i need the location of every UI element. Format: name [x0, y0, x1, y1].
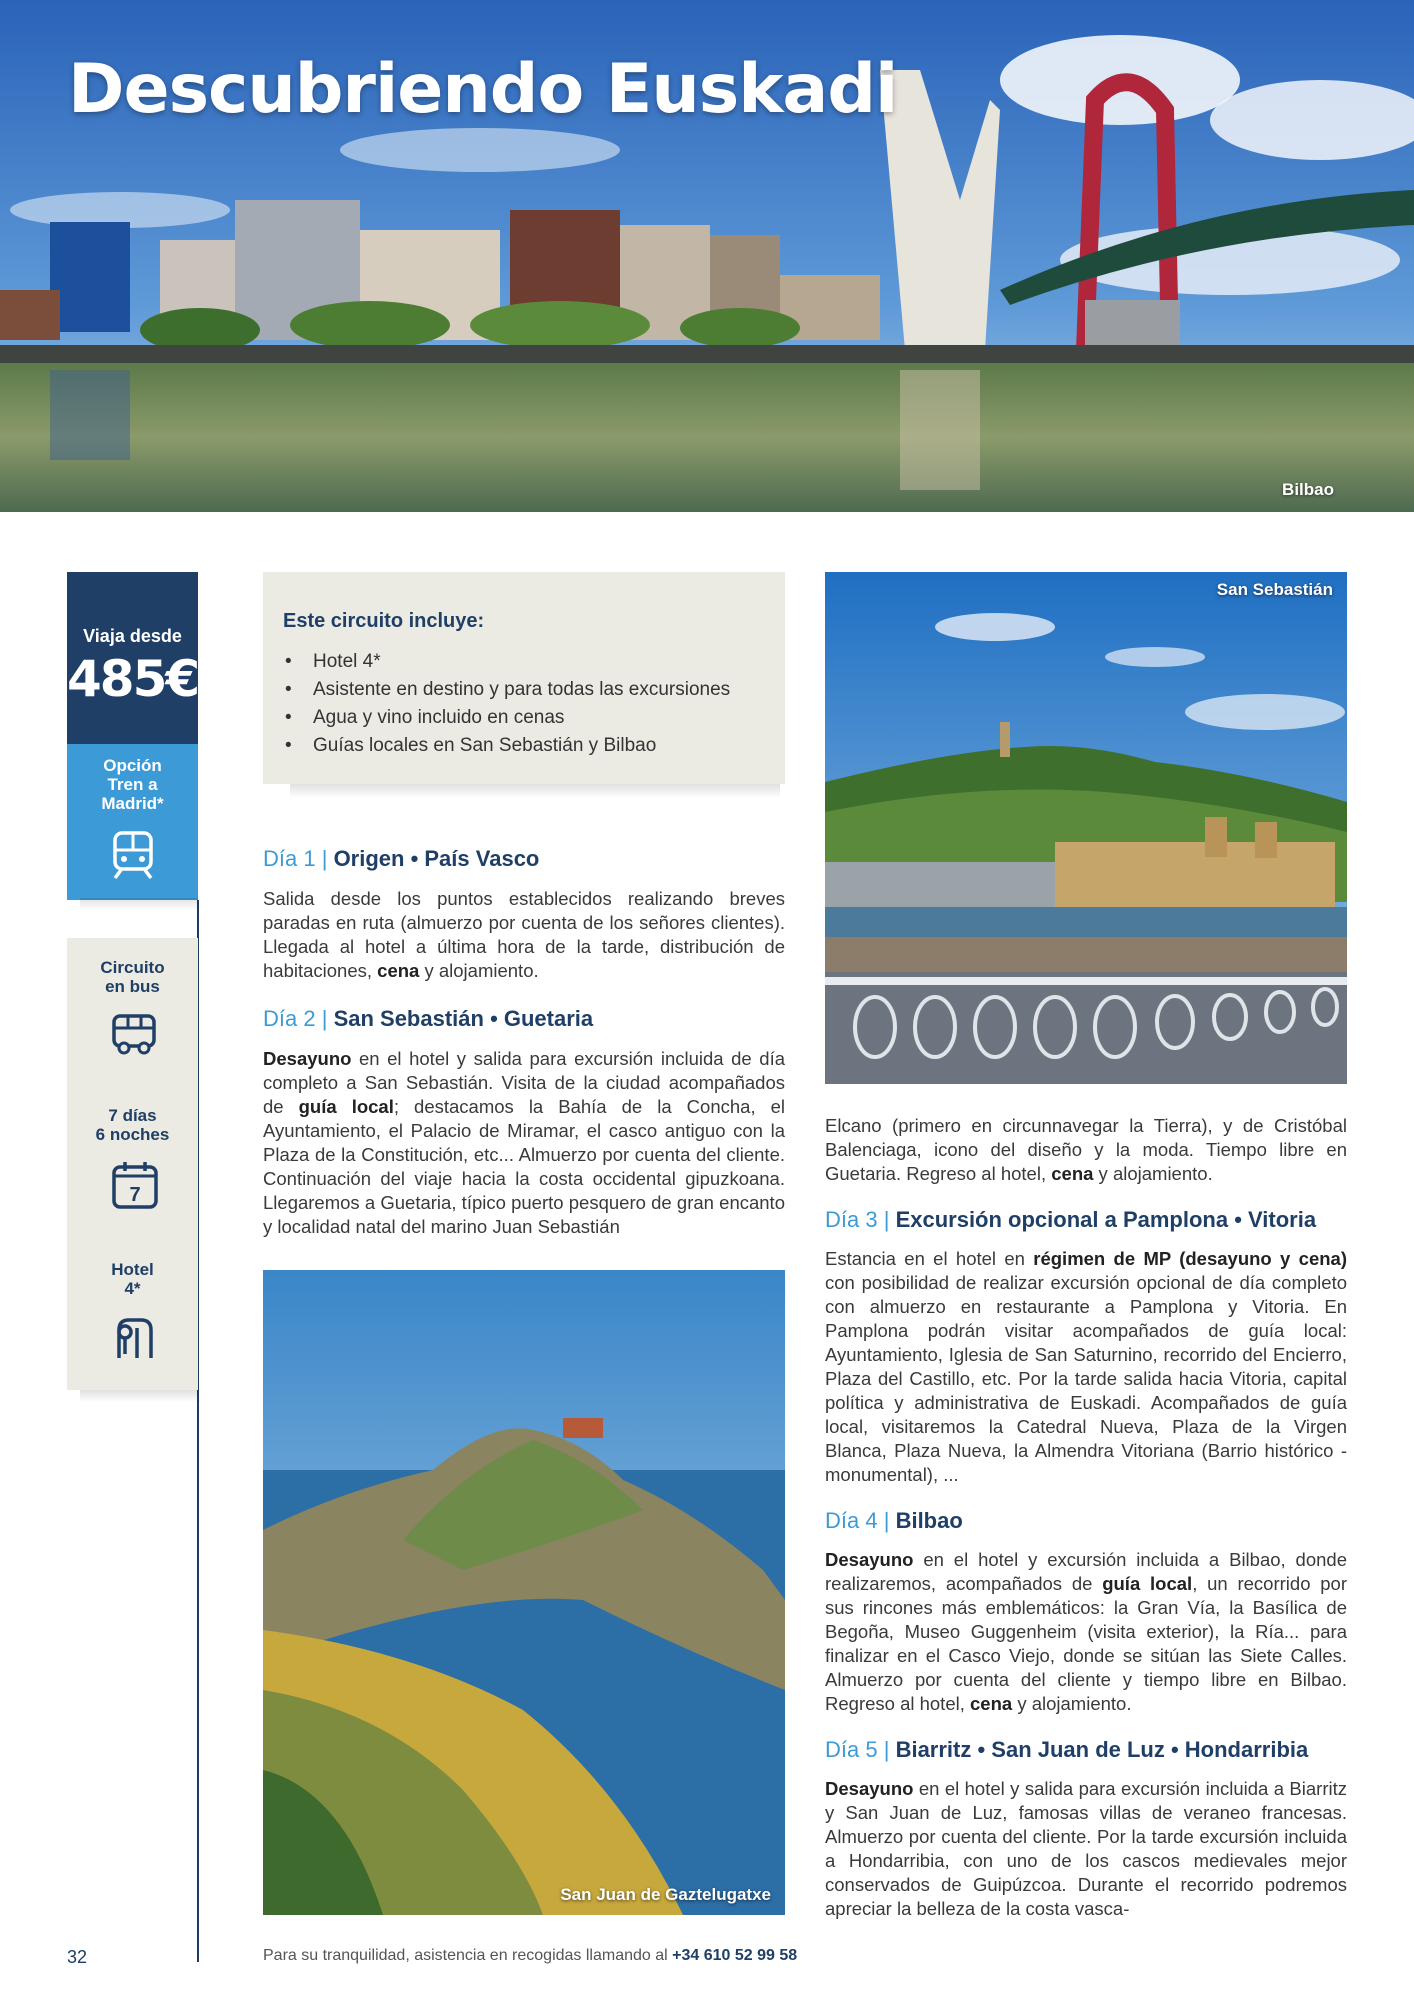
- page-title: Descubriendo Euskadi: [68, 50, 898, 129]
- calendar-day-number: 7: [129, 1184, 141, 1206]
- hero-photo-caption: Bilbao: [1282, 480, 1334, 499]
- duration-label: 7 días 6 noches: [95, 1106, 170, 1144]
- page-number: 32: [67, 1947, 88, 1967]
- includes-list: [283, 648, 730, 760]
- day-number: Día 2: [263, 1006, 316, 1031]
- footer-note-text: Para su tranquilidad, asistencia en recogidas llamando al: [263, 1947, 668, 1964]
- day-heading: Día 1 | Origen • País Vasco: [263, 846, 540, 871]
- list-item: • Agua y vino incluido en cenas: [283, 704, 730, 732]
- gaztelugatxe-photo: [263, 1270, 785, 1915]
- day-description: Salida desde los puntos establecidos realizando breves paradas en ruta (almuerzo por cuenta de los señores clientes). Llegada al hotel a última hora de la tarde, distribución de habitaciones, cena y alojamiento.: [263, 888, 785, 981]
- footer-note: [263, 1947, 797, 1965]
- hotel-icon: [111, 1314, 159, 1362]
- footer-phone: +34 610 52 99 58: [672, 1947, 798, 1964]
- san-sebastian-photo: [825, 572, 1347, 1084]
- train-option-label: Opción Tren a Madrid*: [101, 756, 164, 813]
- box-shadow: [80, 898, 198, 910]
- price-box: [67, 572, 198, 744]
- day-number: Día 5: [825, 1737, 878, 1762]
- day-title: Bilbao: [895, 1508, 963, 1533]
- calendar-icon: [111, 1160, 159, 1210]
- day-heading: Día 4 | Bilbao: [825, 1508, 963, 1533]
- train-icon: [111, 830, 155, 880]
- day-heading: Día 3 | Excursión opcional a Pamplona • Vitoria: [825, 1207, 1317, 1232]
- hotel-category-label: Hotel 4*: [111, 1260, 154, 1298]
- photo-caption: San Juan de Gaztelugatxe: [560, 1885, 771, 1904]
- day-heading: Día 2 | San Sebastián • Guetaria: [263, 1006, 594, 1031]
- day-title: Biarritz • San Juan de Luz • Hondarribia: [895, 1737, 1309, 1762]
- bus-circuit-label: Circuito en bus: [100, 958, 165, 996]
- day-title: Excursión opcional a Pamplona • Vitoria: [895, 1207, 1317, 1232]
- list-item: • Asistente en destino y para todas las excursiones: [283, 676, 730, 704]
- day-description: Desayuno en el hotel y salida para excursión incluida de día completo a San Sebastián. Visita de la ciudad acompañados de guía local; destacamos la Bahía de la Concha, el Ayuntamiento, el Palacio de Miramar, el casco antiguo con la Plaza de la Constitución, etc... Almuerzo por cuenta del cliente. Continuación del viaje hacia la costa occidental gipuzkoana. Llegaremos a Guetaria, típico puerto pesquero de gran encanto y localidad natal del marino Juan Sebastián: [263, 1048, 786, 1237]
- photo-caption: San Sebastián: [1216, 580, 1333, 599]
- day-description: Desayuno en el hotel y salida para excursión incluida a Biarritz y San Juan de Luz, famosas villas de veraneo francesas. Almuerzo por cuenta del cliente. Por la tarde excursión incluida a Hondarribia, con uno de los cascos medievales mejor conservados de Guipúzcoa. Durante el recorrido podremos apreciar la belleza de la costa vasca-: [825, 1778, 1347, 1919]
- price-value: 485€: [67, 650, 199, 708]
- includes-box: [263, 572, 785, 784]
- list-item: • Hotel 4*: [283, 648, 730, 676]
- day-description: Estancia en el hotel en régimen de MP (desayuno y cena) con posibilidad de realizar excursión opcional de día completo con almuerzo en restaurante a Pamplona y Vitoria. En Pamplona podrán visitar acompañados de guía local: Ayuntamiento, Iglesia de San Saturnino, recorrido del Encierro, Plaza del Castillo, etc. Por la tarde salida hacia Vitoria, capital política y administrativa de Euskadi. Acompañados de guía local, visitaremos la Catedral Nueva, Plaza de la Virgen Blanca, Plaza Nueva, la Almendra Vitoriana (Barrio histórico - monumental), ...: [825, 1248, 1348, 1485]
- day-description: Desayuno en el hotel y excursión incluida a Bilbao, donde realizaremos, acompañados de guía local, un recorrido por sus rincones más emblemáticos: la Gran Vía, la Basílica de Begoña, Museo Guggenheim (visita exterior), la Ría... para finalizar en el Casco Viejo, donde se sitúan las Siete Calles. Almuerzo por cuenta del cliente y tiempo libre en Bilbao. Regreso al hotel, cena y alojamiento.: [825, 1549, 1348, 1714]
- day-title: San Sebastián • Guetaria: [333, 1006, 594, 1031]
- bus-icon: [111, 1012, 157, 1056]
- day-title: Origen • País Vasco: [333, 846, 540, 871]
- box-shadow: [290, 784, 780, 798]
- features-box: [67, 938, 198, 1390]
- day-number: Día 3: [825, 1207, 878, 1232]
- day-heading: Día 5 | Biarritz • San Juan de Luz • Hondarribia: [825, 1737, 1309, 1762]
- day-number: Día 4: [825, 1508, 878, 1533]
- price-label: Viaja desde: [83, 626, 182, 646]
- day-description-continued: Elcano (primero en circunnavegar la Tierra), y de Cristóbal Balenciaga, icono del diseño y la moda. Tiempo libre en Guetaria. Regreso al hotel, cena y alojamiento.: [825, 1115, 1347, 1184]
- list-item: • Guías locales en San Sebastián y Bilbao: [283, 732, 730, 760]
- train-option-box: [67, 744, 198, 900]
- hero-banner: [0, 0, 1414, 512]
- day-number: Día 1: [263, 846, 316, 871]
- box-shadow: [80, 1390, 198, 1402]
- includes-title: Este circuito incluye:: [283, 610, 485, 632]
